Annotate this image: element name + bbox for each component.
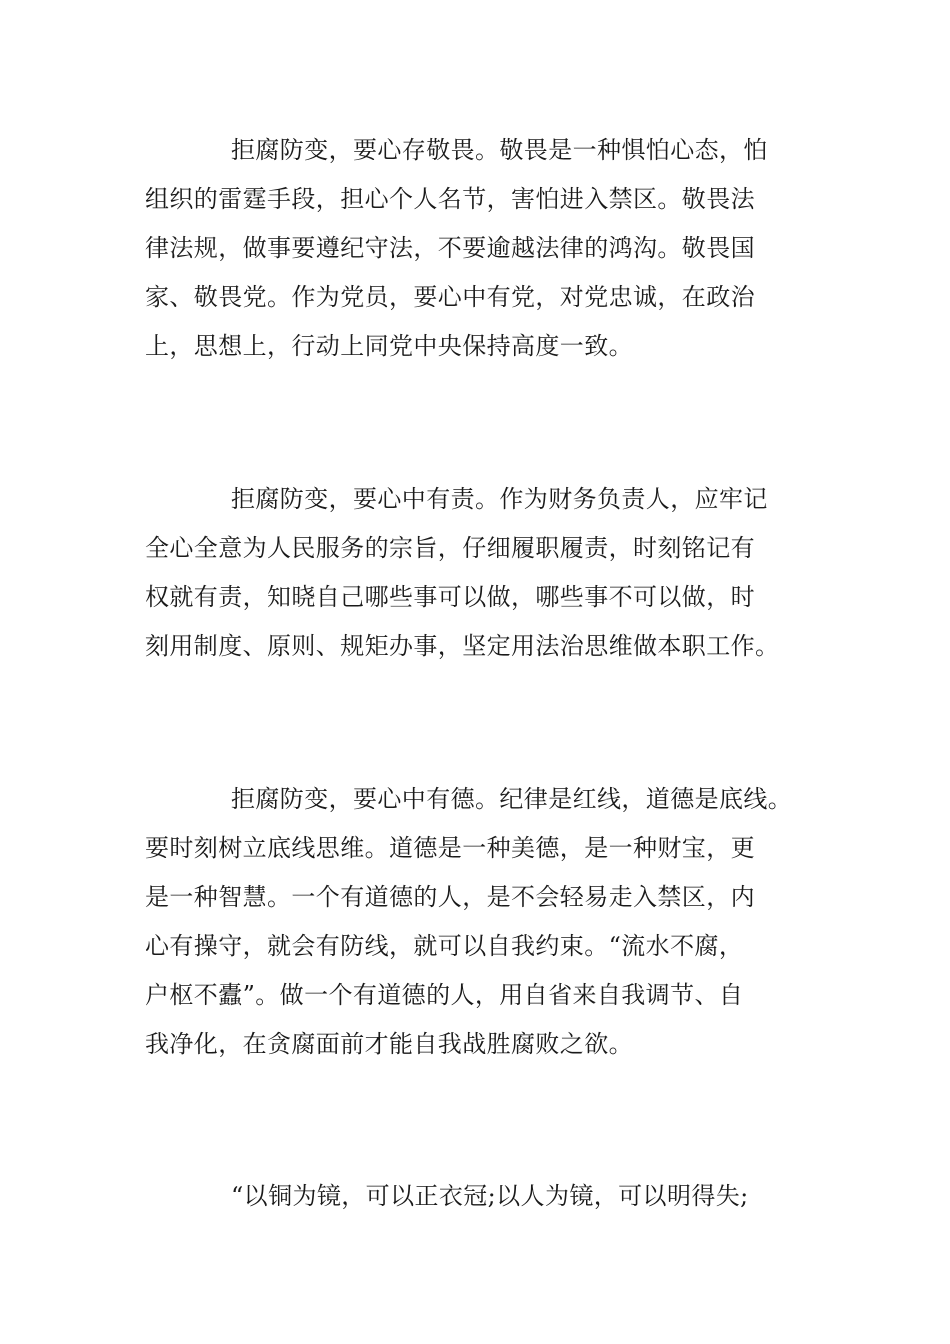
paragraph-line: 全心全意为人民服务的宗旨，仔细履职履责，时刻铭记有 [145,534,755,562]
paragraph-line: 权就有责，知晓自己哪些事可以做，哪些事不可以做，时 [145,583,755,611]
paragraph-line: 是一种智慧。一个有道德的人，是不会轻易走入禁区，内 [145,883,755,911]
paragraph-line: 拒腐防变，要心中有德。纪律是红线，道德是底线。 [231,785,793,813]
paragraph-line: 律法规，做事要遵纪守法，不要逾越法律的鸿沟。敬畏国 [145,234,755,262]
paragraph-line: 家、敬畏党。作为党员，要心中有党，对党忠诚，在政治 [145,283,755,311]
paragraph-line: 我净化，在贪腐面前才能自我战胜腐败之欲。 [145,1030,633,1058]
paragraph-responsibility [145,475,825,671]
paragraph-line: “以铜为镜，可以正衣冠;以人为镜，可以明得失; [231,1182,749,1210]
paragraph-line: 要时刻树立底线思维。道德是一种美德，是一种财宝，更 [145,834,755,862]
paragraph-line: 拒腐防变，要心存敬畏。敬畏是一种惧怕心态，怕 [231,136,768,164]
paragraph-quote [145,1172,825,1221]
paragraph-line: 上，思想上，行动上同党中央保持高度一致。 [145,332,633,360]
paragraph-reverence [145,126,825,371]
paragraph-line: 心有操守，就会有防线，就可以自我约束。“流水不腐， [145,932,744,960]
paragraph-line: 组织的雷霆手段，担心个人名节，害怕进入禁区。敬畏法 [145,185,755,213]
paragraph-line: 户枢不蠹”。做一个有道德的人，用自省来自我调节、自 [145,981,744,1009]
paragraph-line: 拒腐防变，要心中有责。作为财务负责人，应牢记 [231,485,768,513]
paragraph-line: 刻用制度、原则、规矩办事，坚定用法治思维做本职工作。 [145,632,780,660]
paragraph-morality [145,775,825,1069]
